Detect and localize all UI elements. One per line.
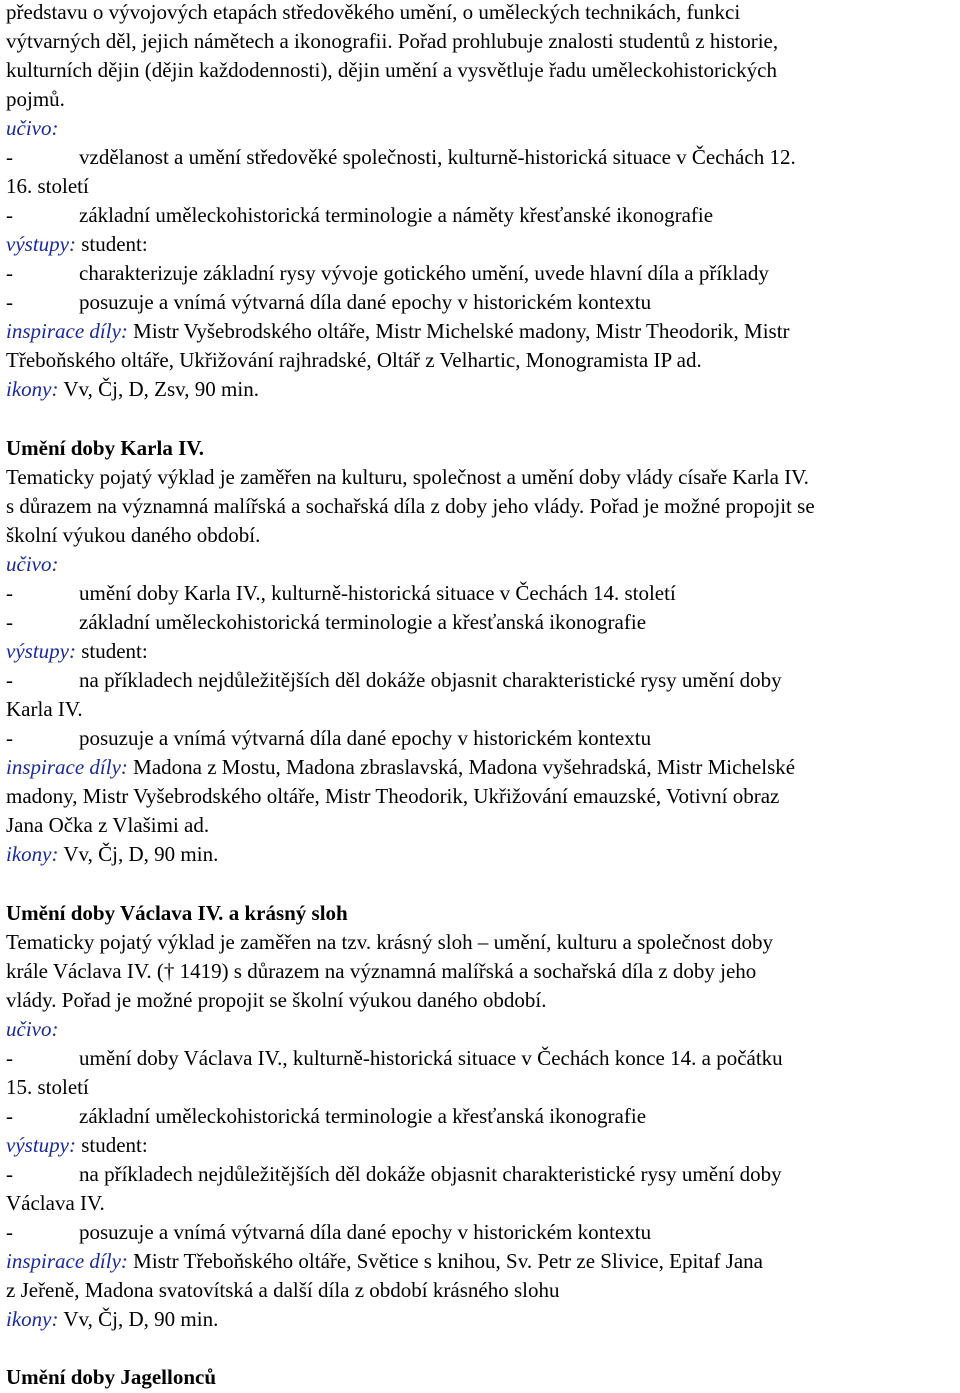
vystupy-line <box>6 1131 148 1160</box>
ucivo-label: učivo: <box>6 552 59 576</box>
section-desc-line: krále Václava IV. († 1419) s důrazem na významná malířská a sochařská díla z doby jeho <box>6 959 757 983</box>
vystupy-line <box>6 637 148 666</box>
inspirace-line <box>6 317 790 346</box>
vystupy-item-text: charakterizuje základní rysy vývoje gotického umění, uvede hlavní díla a příklady <box>79 261 769 285</box>
intro-text-line: výtvarných děl, jejich námětech a ikonografii. Pořad prohlubuje znalosti studentů z historie, <box>6 29 779 53</box>
list-dash: - <box>6 261 13 285</box>
list-dash: - <box>6 581 13 605</box>
vystupy-label: výstupy: <box>6 639 76 663</box>
list-dash: - <box>6 1046 13 1070</box>
list-dash: - <box>6 290 13 314</box>
section-heading: Umění doby Karla IV. <box>6 436 204 460</box>
section-heading-part: a krásný sloh <box>223 901 348 925</box>
vystupy-item <box>6 724 651 753</box>
vystupy-item <box>6 259 769 288</box>
inspirace-text: z Jeřeně, Madona svatovítská a další díla z období krásného slohu <box>6 1278 560 1302</box>
intro-text-line: kulturních dějin (dějin každodennosti), dějin umění a vysvětluje řadu uměleckohistorických <box>6 58 777 82</box>
ucivo-item-text: umění doby Karla IV., kulturně-historická situace v Čechách 14. století <box>79 581 676 605</box>
list-dash: - <box>6 610 13 634</box>
ikony-line <box>6 1305 218 1334</box>
vystupy-item <box>6 288 651 317</box>
vystupy-item-continuation: Karla IV. <box>6 697 83 721</box>
inspirace-text: Mistr Třeboňského oltáře, Světice s knihou, Sv. Petr ze Slivice, Epitaf Jana <box>133 1249 764 1273</box>
inspirace-text: Mistr Vyšebrodského oltáře, Mistr Michelské madony, Mistr Theodorik, Mistr <box>133 319 790 343</box>
inspirace-text: Madona z Mostu, Madona zbraslavská, Madona vyšehradská, Mistr Michelské <box>133 755 796 779</box>
ucivo-item <box>6 143 796 172</box>
section-desc-line: školní výukou daného období. <box>6 523 261 547</box>
ucivo-item-continuation: 16. století <box>6 174 89 198</box>
list-dash: - <box>6 668 13 692</box>
vystupy-student: student: <box>81 1133 148 1157</box>
list-dash: - <box>6 145 13 169</box>
ucivo-item <box>6 579 676 608</box>
ucivo-item-text: vzdělanost a umění středověké společnosti, kulturně-historická situace v Čechách 12. <box>79 145 796 169</box>
ucivo-item <box>6 201 713 230</box>
ucivo-item-text: základní uměleckohistorická terminologie a křesťanská ikonografie <box>79 1104 647 1128</box>
vystupy-item-text: na příkladech nejdůležitějších děl dokáže objasnit charakteristické rysy umění doby <box>79 1162 782 1186</box>
list-dash: - <box>6 1162 13 1186</box>
ucivo-item <box>6 1102 646 1131</box>
vystupy-item-continuation: Václava IV. <box>6 1191 105 1215</box>
list-dash: - <box>6 1104 13 1128</box>
ucivo-item-continuation: 15. století <box>6 1075 89 1099</box>
section-heading: Umění doby Jagellonců <box>6 1365 217 1389</box>
ikony-line <box>6 375 259 404</box>
intro-text-line: představu o vývojových etapách středověkého umění, o uměleckých technikách, funkci <box>6 0 741 24</box>
ucivo-item <box>6 1044 783 1073</box>
list-dash: - <box>6 1220 13 1244</box>
ikony-label: ikony: <box>6 842 59 866</box>
inspirace-line <box>6 753 795 782</box>
ikony-label: ikony: <box>6 1307 59 1331</box>
ucivo-item <box>6 608 646 637</box>
vystupy-item <box>6 1218 651 1247</box>
vystupy-label: výstupy: <box>6 232 76 256</box>
vystupy-item-text: posuzuje a vnímá výtvarná díla dané epochy v historickém kontextu <box>79 726 652 750</box>
vystupy-student: student: <box>81 639 148 663</box>
ikony-line <box>6 840 218 869</box>
inspirace-text: Třeboňského oltáře, Ukřižování rajhradské, Oltář z Velhartic, Monogramista IP ad. <box>6 348 702 372</box>
inspirace-line <box>6 1247 763 1276</box>
vystupy-item <box>6 666 782 695</box>
section-desc-line: vlády. Pořad je možné propojit se školní výukou daného období. <box>6 988 547 1012</box>
section-heading-part: Umění doby Václava IV. <box>6 901 224 925</box>
inspirace-label: inspirace díly: <box>6 319 128 343</box>
intro-text-line: pojmů. <box>6 87 65 111</box>
list-dash: - <box>6 203 13 227</box>
ucivo-item-text: umění doby Václava IV., kulturně-historická situace v Čechách konce 14. a počátku <box>79 1046 783 1070</box>
inspirace-label: inspirace díly: <box>6 1249 128 1273</box>
vystupy-item-text: posuzuje a vnímá výtvarná díla dané epochy v historickém kontextu <box>79 1220 652 1244</box>
inspirace-label: inspirace díly: <box>6 755 128 779</box>
section-heading <box>6 899 348 928</box>
list-dash: - <box>6 726 13 750</box>
ucivo-item-text: základní uměleckohistorická terminologie a křesťanská ikonografie <box>79 610 647 634</box>
section-desc-line: Tematicky pojatý výklad je zaměřen na kulturu, společnost a umění doby vlády císaře Karla IV. <box>6 465 809 489</box>
inspirace-text: madony, Mistr Vyšebrodského oltáře, Mistr Theodorik, Ukřižování emauzské, Votivní obraz <box>6 784 780 808</box>
ucivo-item-text: základní uměleckohistorická terminologie a náměty křesťanské ikonografie <box>79 203 714 227</box>
ikony-label: ikony: <box>6 377 59 401</box>
inspirace-text: Jana Očka z Vlašimi ad. <box>6 813 210 837</box>
section-desc-line: Tematicky pojatý výklad je zaměřen na tzv. krásný sloh – umění, kulturu a společnost doby <box>6 930 773 954</box>
vystupy-label: výstupy: <box>6 1133 76 1157</box>
vystupy-student: student: <box>81 232 148 256</box>
section-desc-line: s důrazem na významná malířská a sochařská díla z doby jeho vlády. Pořad je možné propojit se <box>6 494 815 518</box>
ikony-text: Vv, Čj, D, 90 min. <box>63 842 219 866</box>
vystupy-item-text: na příkladech nejdůležitějších děl dokáže objasnit charakteristické rysy umění doby <box>79 668 782 692</box>
vystupy-item <box>6 1160 782 1189</box>
ucivo-label: učivo: <box>6 1017 59 1041</box>
vystupy-item-text: posuzuje a vnímá výtvarná díla dané epochy v historickém kontextu <box>79 290 652 314</box>
ucivo-label: učivo: <box>6 116 59 140</box>
ikony-text: Vv, Čj, D, Zsv, 90 min. <box>63 377 259 401</box>
ikony-text: Vv, Čj, D, 90 min. <box>63 1307 219 1331</box>
vystupy-line <box>6 230 148 259</box>
